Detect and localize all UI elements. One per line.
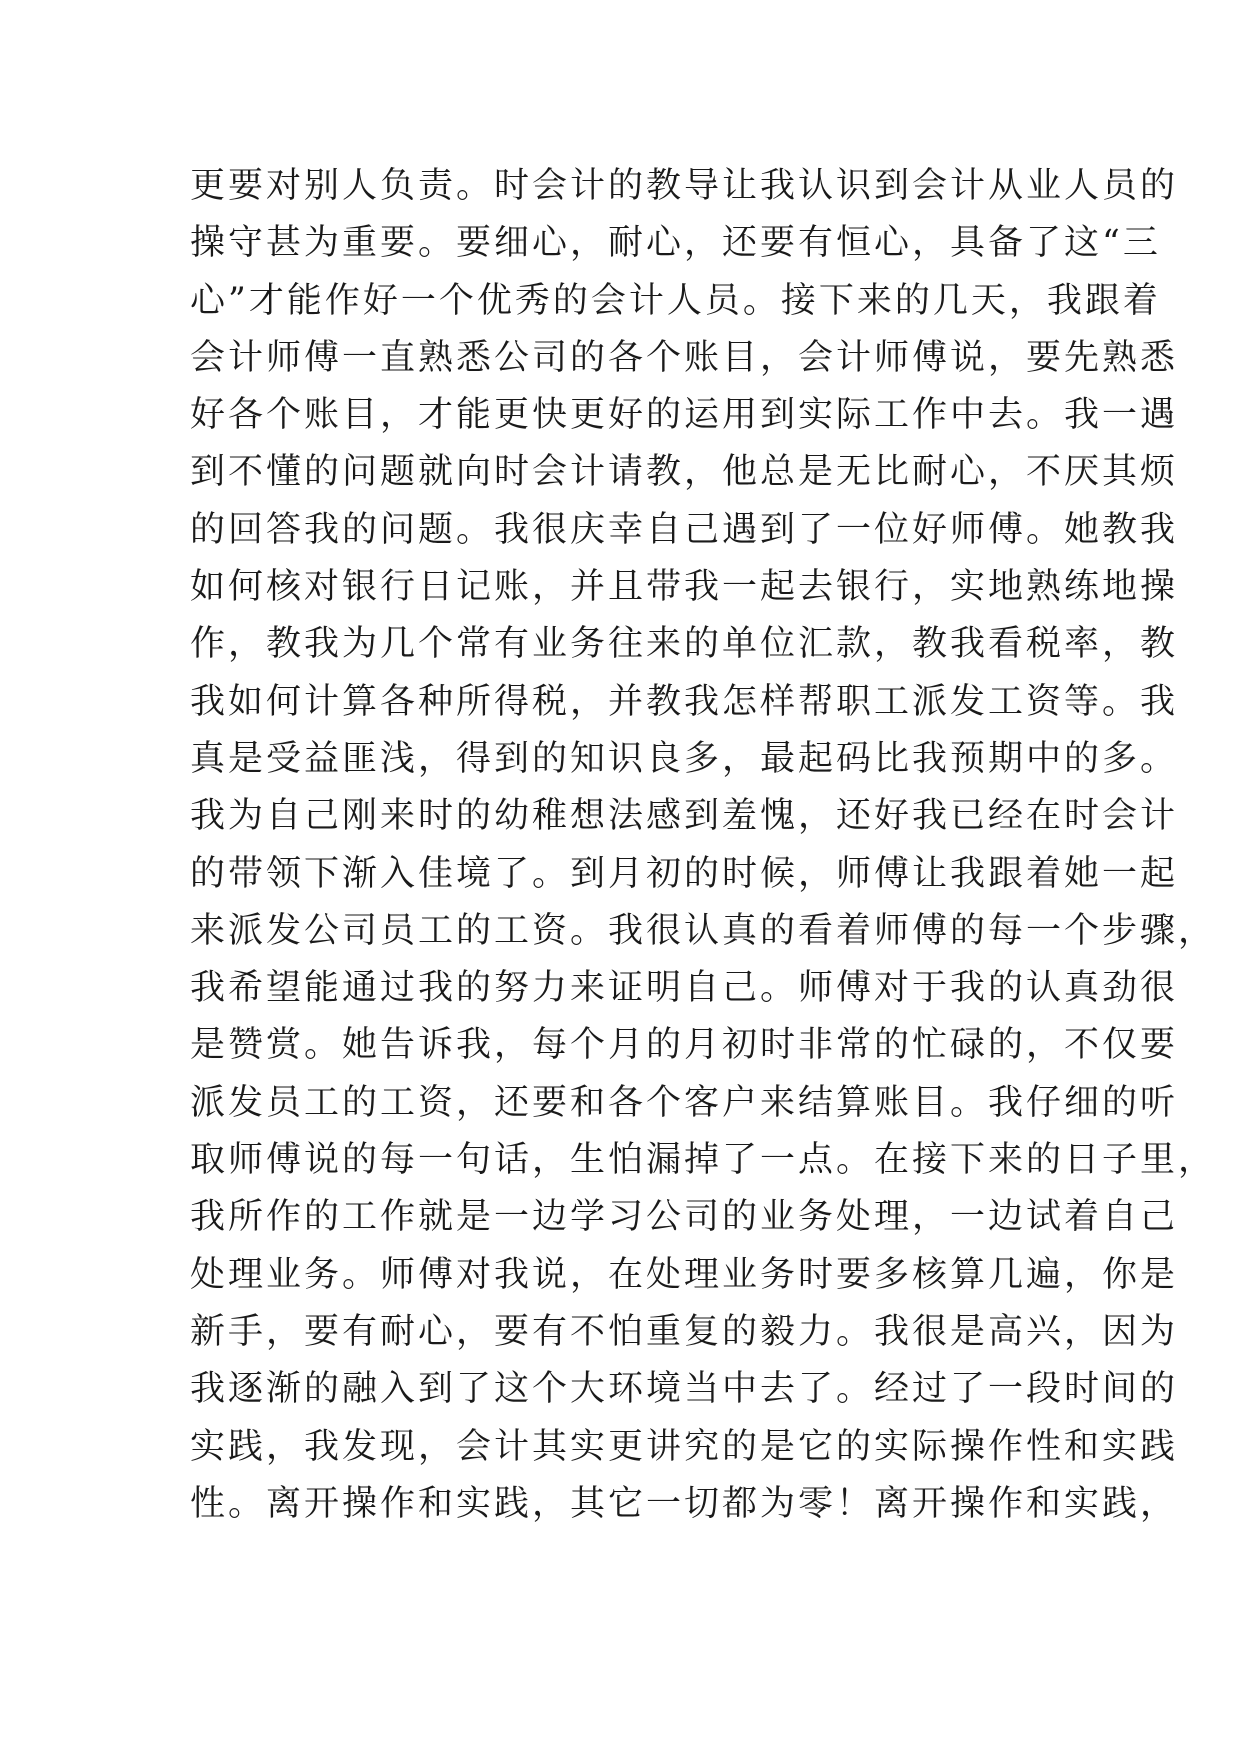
text-line-23: 实践，我发现，会计其实更讲究的是它的实际操作性和实践 — [190, 1426, 1179, 1467]
text-line-16: 是赞赏。她告诉我，每个月的月初时非常的忙碌的，不仅要 — [190, 1025, 1179, 1066]
text-line-20: 处理业务。师傅对我说，在处理业务时要多核算几遍，你是 — [190, 1254, 1179, 1295]
text-line-7: 的回答我的问题。我很庆幸自己遇到了一位好师傅。她教我 — [190, 509, 1179, 550]
text-line-1: 更要对别人负责。时会计的教导让我认识到会计从业人员的 — [190, 166, 1179, 206]
text-line-21: 新手，要有耐心，要有不怕重复的毅力。我很是高兴，因为 — [190, 1311, 1179, 1352]
text-line-14: 来派发公司员工的工资。我很认真的看着师傅的每一个步骤， — [190, 910, 1217, 951]
text-line-5: 好各个账目，才能更快更好的运用到实际工作中去。我一遇 — [190, 395, 1179, 436]
text-line-19: 我所作的工作就是一边学习公司的业务处理，一边试着自己 — [190, 1197, 1179, 1238]
text-line-24: 性。离开操作和实践，其它一切都为零！离开操作和实践， — [190, 1483, 1179, 1524]
text-line-11: 真是受益匪浅，得到的知识良多，最起码比我预期中的多。 — [190, 738, 1179, 779]
text-line-2: 操守甚为重要。要细心，耐心，还要有恒心，具备了这“三 — [190, 223, 1161, 264]
text-line-9: 作，教我为几个常有业务往来的单位汇款，教我看税率，教 — [190, 624, 1179, 665]
text-line-8: 如何核对银行日记账，并且带我一起去银行，实地熟练地操 — [190, 567, 1179, 608]
text-line-6: 到不懂的问题就向时会计请教，他总是无比耐心，不厌其烦 — [190, 452, 1179, 493]
text-line-15: 我希望能通过我的努力来证明自己。师傅对于我的认真劲很 — [190, 968, 1179, 1009]
text-line-22: 我逐渐的融入到了这个大环境当中去了。经过了一段时间的 — [190, 1369, 1179, 1410]
text-line-17: 派发员工的工资，还要和各个客户来结算账目。我仔细的听 — [190, 1082, 1179, 1123]
text-line-3: 心”才能作好一个优秀的会计人员。接下来的几天，我跟着 — [190, 280, 1161, 321]
text-line-10: 我如何计算各种所得税，并教我怎样帮职工派发工资等。我 — [190, 681, 1179, 722]
text-line-4: 会计师傅一直熟悉公司的各个账目，会计师傅说，要先熟悉 — [190, 337, 1179, 378]
text-line-18: 取师傅说的每一句话，生怕漏掉了一点。在接下来的日子里， — [190, 1140, 1217, 1181]
text-line-12: 我为自己刚来时的幼稚想法感到羞愧，还好我已经在时会计 — [190, 796, 1179, 837]
text-line-13: 的带领下渐入佳境了。到月初的时候，师傅让我跟着她一起 — [190, 853, 1179, 894]
body-paragraph — [190, 158, 1217, 1533]
